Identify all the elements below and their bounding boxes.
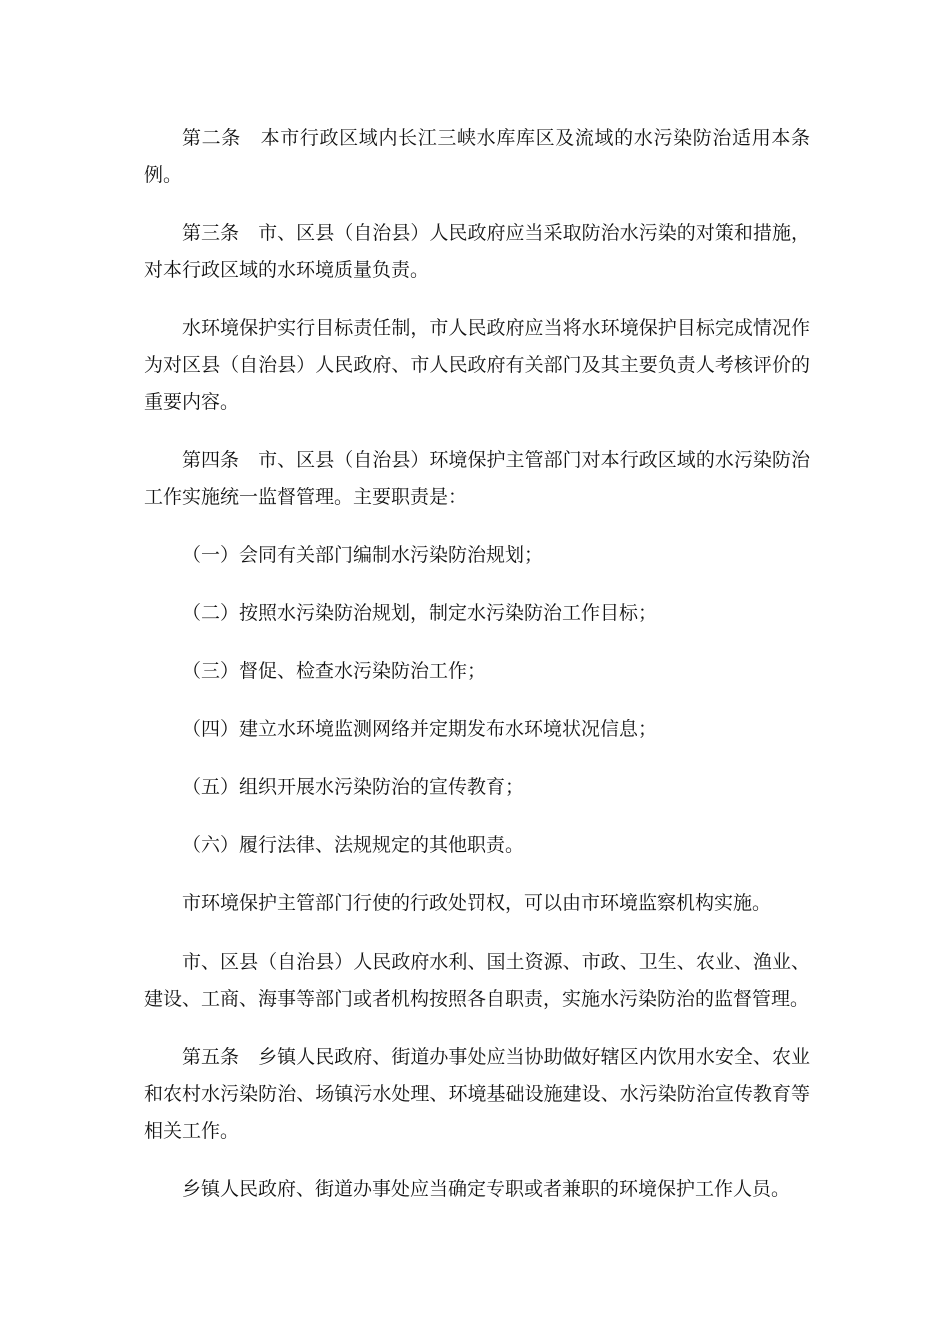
paragraph-article-2: 第二条 本市行政区域内长江三峡水库库区及流域的水污染防治适用本条例。 [144,127,810,186]
paragraph-administrative-penalty: 市环境保护主管部门行使的行政处罚权，可以由市环境监察机构实施。 [182,892,772,914]
list-item-duty-5: （五）组织开展水污染防治的宣传教育； [182,776,525,798]
paragraph-department-duties: 市、区县（自治县）人民政府水利、国土资源、市政、卫生、农业、渔业、建设、工商、海事等部门或者机构按照各自职责，实施水污染防治的监督管理。 [144,951,810,1010]
paragraph-article-4: 第四条 市、区县（自治县）环境保护主管部门对本行政区域的水污染防治工作实施统一监督管理。主要职责是： [144,449,810,508]
paragraph-article-3: 第三条 市、区县（自治县）人民政府应当采取防治水污染的对策和措施，对本行政区域的水环境质量负责。 [144,222,810,281]
list-item-duty-2: （二）按照水污染防治规划，制定水污染防治工作目标； [182,602,658,624]
list-item-duty-4: （四）建立水环境监测网络并定期发布水环境状况信息； [182,718,658,740]
list-item-duty-6: （六）履行法律、法规规定的其他职责。 [182,834,525,856]
paragraph-target-responsibility: 水环境保护实行目标责任制，市人民政府应当将水环境保护目标完成情况作为对区县（自治县）人民政府、市人民政府有关部门及其主要负责人考核评价的重要内容。 [144,317,810,413]
list-item-duty-3: （三）督促、检查水污染防治工作； [182,660,487,682]
paragraph-environmental-staff: 乡镇人民政府、街道办事处应当确定专职或者兼职的环境保护工作人员。 [182,1178,791,1200]
paragraph-article-5: 第五条 乡镇人民政府、街道办事处应当协助做好辖区内饮用水安全、农业和农村水污染防治、场镇污水处理、环境基础设施建设、水污染防治宣传教育等相关工作。 [144,1046,810,1142]
list-item-duty-1: （一）会同有关部门编制水污染防治规划； [182,544,544,566]
